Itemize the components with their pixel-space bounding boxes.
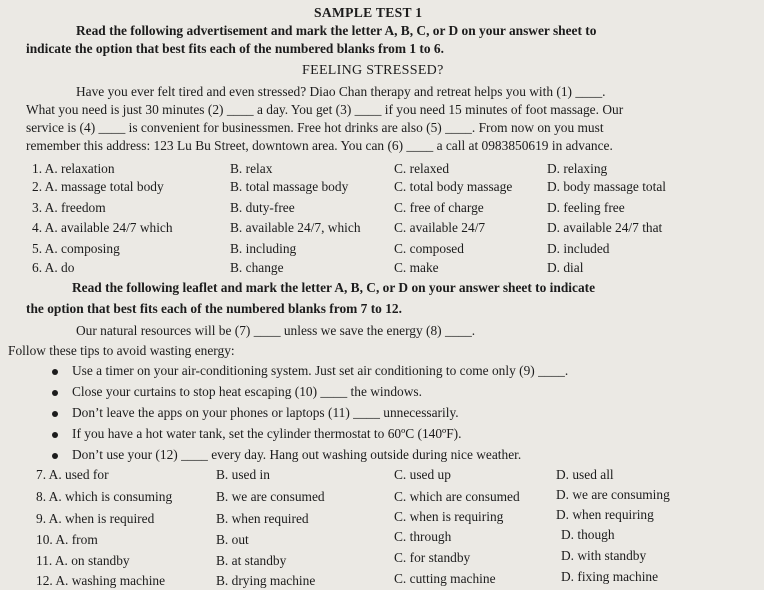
tip-1: Use a timer on your air-conditioning system. Just set air conditioning to come only (9) ____. <box>72 363 569 378</box>
q11-option-d: D. with standby <box>561 548 647 563</box>
q8-option-d: D. we are consuming <box>556 487 670 502</box>
q1-option-b: B. relax <box>230 161 273 176</box>
q2-option-d: D. body massage total <box>547 179 667 194</box>
q4-option-c: C. available 24/7 <box>394 220 486 235</box>
tips-heading: Follow these tips to avoid wasting energy: <box>8 343 235 358</box>
q5-option-b: B. including <box>230 241 297 256</box>
instruction-1-line-1: Read the following advertisement and mark the letter A, B, C, or D on your answer sheet to <box>76 23 597 38</box>
q4-option-d: D. available 24/7 that <box>547 220 663 235</box>
tip-5: Don’t use your (12) ____ every day. Hang out washing outside during nice weather. <box>72 447 522 462</box>
q6-option-c: C. make <box>394 260 439 275</box>
bullet-icon <box>52 411 58 417</box>
q10-option-c: C. through <box>394 529 452 544</box>
q8-option-c: C. which are consumed <box>394 489 520 504</box>
ad-line-1: Have you ever felt tired and even stressed? Diao Chan therapy and retreat helps you with (1) ____. <box>76 84 606 99</box>
q10-option-a: 10. A. from <box>36 532 98 547</box>
q2-option-b: B. total massage body <box>230 179 349 194</box>
ad-heading: FEELING STRESSED? <box>302 63 444 78</box>
q6-option-b: B. change <box>230 260 284 275</box>
q1-option-d: D. relaxing <box>547 161 608 176</box>
q4-option-b: B. available 24/7, which <box>230 220 361 235</box>
q12-option-b: B. drying machine <box>216 573 316 588</box>
q3-option-c: C. free of charge <box>394 200 484 215</box>
q1-option-a: 1. A. relaxation <box>32 161 115 176</box>
q12-option-d: D. fixing machine <box>561 569 659 584</box>
bullet-icon <box>52 390 58 396</box>
q7-option-a: 7. A. used for <box>36 467 109 482</box>
q9-option-b: B. when required <box>216 511 309 526</box>
q3-option-b: B. duty-free <box>230 200 295 215</box>
q11-option-a: 11. A. on standby <box>36 553 130 568</box>
bullet-icon <box>52 453 58 459</box>
q10-option-b: B. out <box>216 532 249 547</box>
q11-option-c: C. for standby <box>394 550 471 565</box>
ad-line-2: What you need is just 30 minutes (2) ____ a day. You get (3) ____ if you need 15 minutes of foot massage. Our <box>26 102 624 117</box>
q5-option-c: C. composed <box>394 241 464 256</box>
bullet-icon <box>52 369 58 375</box>
leaflet-intro: Our natural resources will be (7) ____ unless we save the energy (8) ____. <box>76 323 476 338</box>
q6-option-a: 6. A. do <box>32 260 75 275</box>
q7-option-c: C. used up <box>394 467 451 482</box>
q5-option-a: 5. A. composing <box>32 241 120 256</box>
test-title: SAMPLE TEST 1 <box>314 5 423 20</box>
bullet-icon <box>52 432 58 438</box>
q5-option-d: D. included <box>547 241 610 256</box>
q7-option-d: D. used all <box>556 467 614 482</box>
instruction-2-line-2: the option that best fits each of the numbered blanks from 7 to 12. <box>26 301 402 316</box>
q3-option-d: D. feeling free <box>547 200 625 215</box>
ad-line-3: service is (4) ____ is convenient for businessmen. Free hot drinks are also (5) ____. From now on you must <box>26 120 604 135</box>
q1-option-c: C. relaxed <box>394 161 450 176</box>
q10-option-d: D. though <box>561 527 615 542</box>
q3-option-a: 3. A. freedom <box>32 200 106 215</box>
q11-option-b: B. at standby <box>216 553 287 568</box>
tip-2: Close your curtains to stop heat escaping (10) ____ the windows. <box>72 384 422 399</box>
q4-option-a: 4. A. available 24/7 which <box>32 220 173 235</box>
q6-option-d: D. dial <box>547 260 584 275</box>
q9-option-a: 9. A. when is required <box>36 511 155 526</box>
instruction-2-line-1: Read the following leaflet and mark the letter A, B, C, or D on your answer sheet to indicate <box>72 280 596 295</box>
q2-option-c: C. total body massage <box>394 179 513 194</box>
q8-option-b: B. we are consumed <box>216 489 325 504</box>
q7-option-b: B. used in <box>216 467 270 482</box>
q9-option-d: D. when requiring <box>556 507 654 522</box>
q12-option-c: C. cutting machine <box>394 571 496 586</box>
q2-option-a: 2. A. massage total body <box>32 179 164 194</box>
q9-option-c: C. when is requiring <box>394 509 504 524</box>
tip-4: If you have a hot water tank, set the cylinder thermostat to 60ºC (140ºF). <box>72 426 462 441</box>
q12-option-a: 12. A. washing machine <box>36 573 166 588</box>
tip-3: Don’t leave the apps on your phones or laptops (11) ____ unnecessarily. <box>72 405 459 420</box>
ad-line-4: remember this address: 123 Lu Bu Street, downtown area. You can (6) ____ a call at 0983850619 in advance. <box>26 138 613 153</box>
q8-option-a: 8. A. which is consuming <box>36 489 173 504</box>
instruction-1-line-2: indicate the option that best fits each of the numbered blanks from 1 to 6. <box>26 41 444 56</box>
